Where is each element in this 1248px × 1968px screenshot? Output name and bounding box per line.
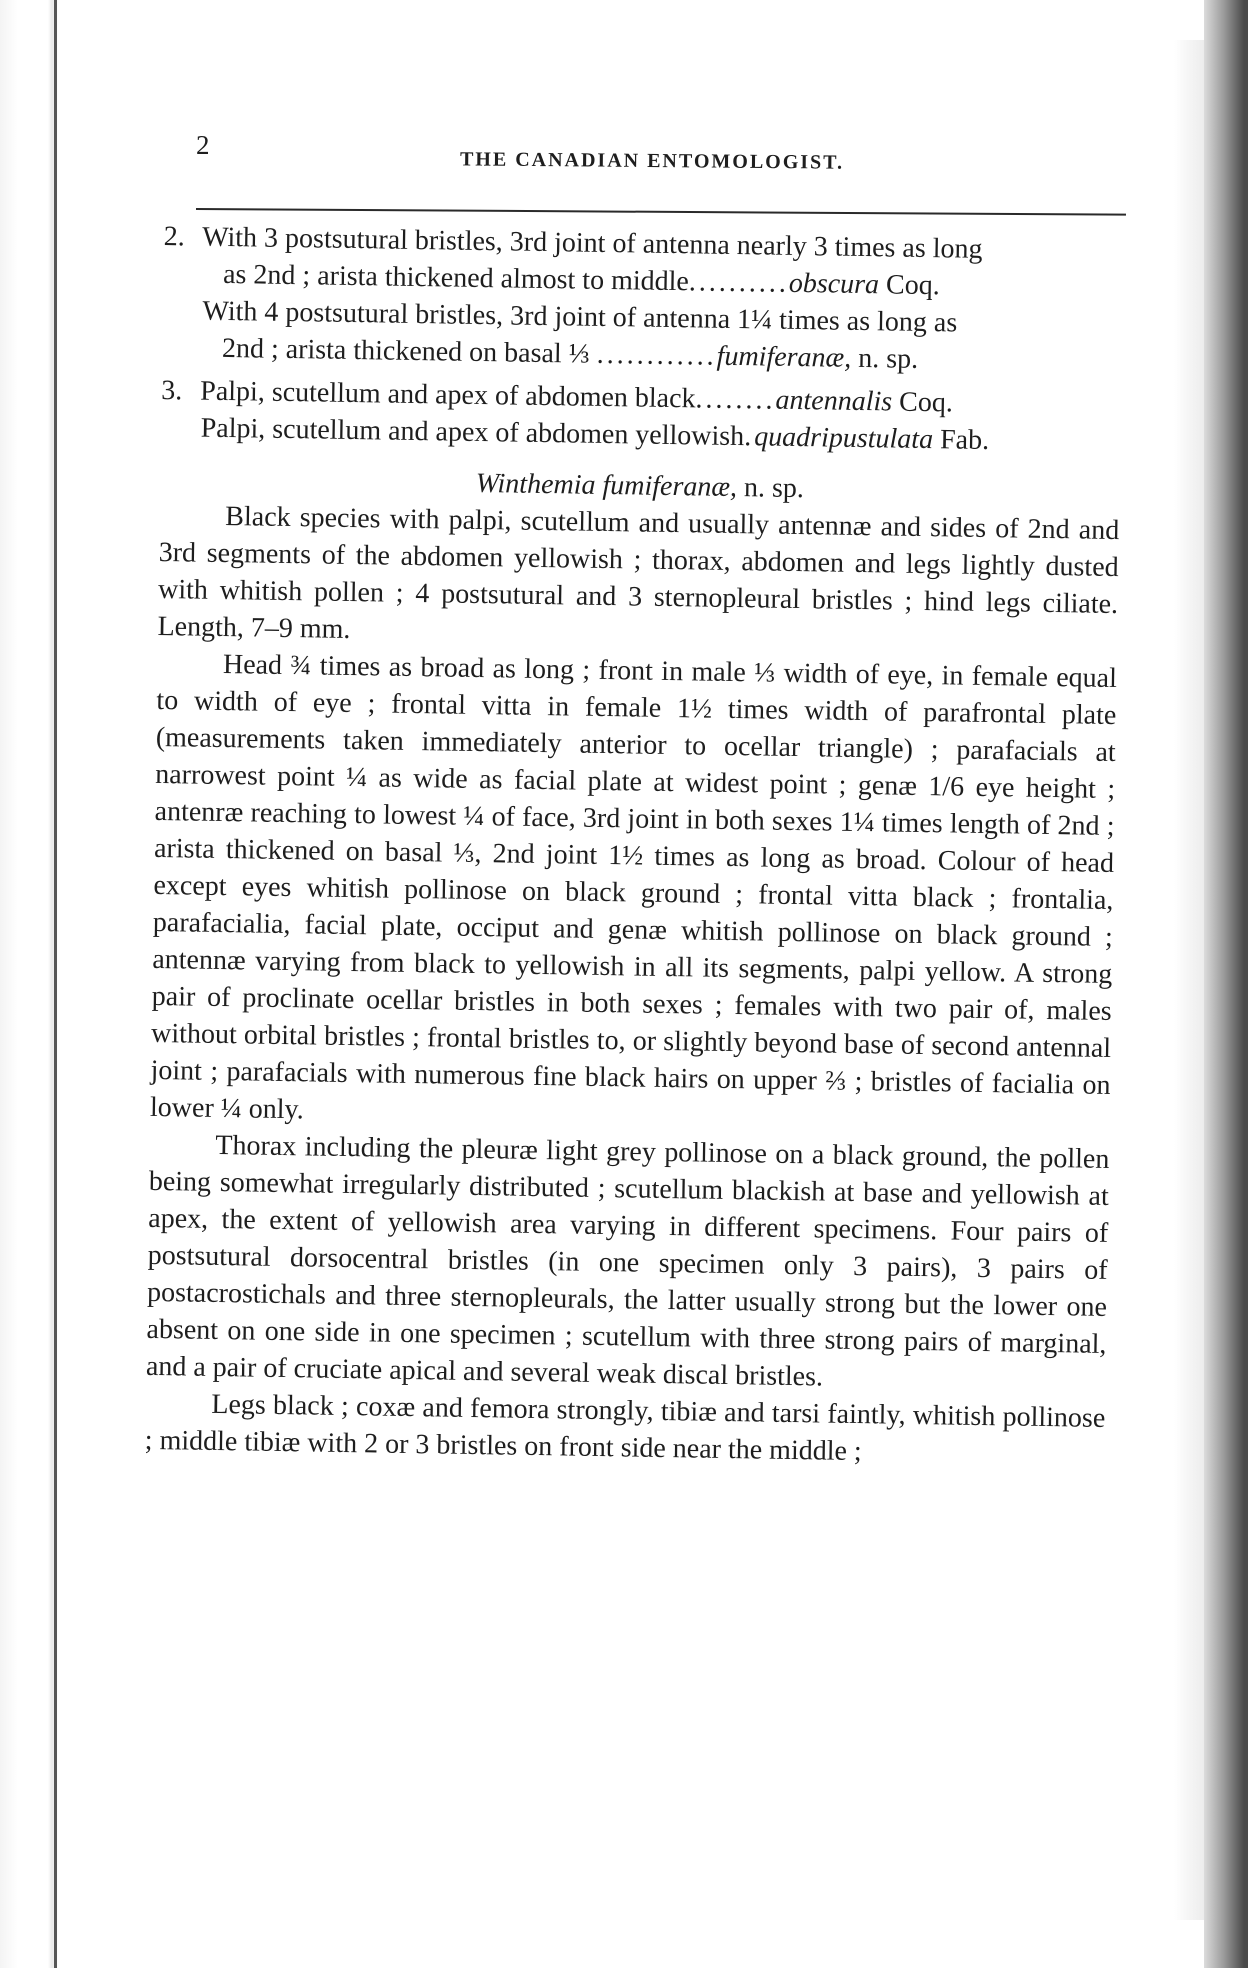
species-author: n. sp. <box>850 342 919 375</box>
header-rule <box>196 208 1126 216</box>
species-heading-name: Winthemia fumiferanæ, <box>475 467 738 504</box>
journal-title: THE CANADIAN ENTOMOLOGIST. <box>459 148 845 174</box>
legs-description-paragraph: Legs black ; coxæ and femora strongly, tibiæ and tarsi faintly, whitish pollinose ; middle tibiæ with 2 or 3 bristles on front side near the middle ; <box>144 1388 1106 1468</box>
page-body <box>145 218 1124 1474</box>
key-couplet-2 <box>162 218 1124 381</box>
binding-edge <box>0 0 62 1968</box>
species-name: obscura <box>788 267 880 301</box>
couplet-number: 2. <box>163 220 185 253</box>
key-lead-text: 2nd ; arista thickened on basal ⅓ <box>221 332 597 370</box>
running-head <box>150 110 1130 174</box>
key-lead-text: With 4 postsutural bristles, 3rd joint of antenna 1¼ times as long as <box>202 295 958 339</box>
page-number: 2 <box>196 130 210 160</box>
species-heading-suffix: n. sp. <box>736 472 805 505</box>
page-edge-shading <box>1174 40 1204 1920</box>
couplet-number: 3. <box>161 374 183 407</box>
species-author: Coq. <box>878 269 940 302</box>
leader-dots: ............ <box>596 338 717 372</box>
species-name: antennalis <box>775 384 893 418</box>
leader-dots: ........ <box>695 383 776 416</box>
key-couplet-3 <box>160 372 1121 461</box>
key-lead-text: With 3 postsutural bristles, 3rd joint of antenna nearly 3 times as long <box>201 221 983 265</box>
diagnosis-paragraph: Black species with palpi, scutellum and usually antennæ and sides of 2nd and 3rd segments of the abdomen yellowish ; thorax, abdomen and legs lightly dusted with whitish pollen ; 4 postsutural and 3 sternopleural bristles ; hind legs ciliate. Length, 7–9 mm. <box>157 501 1120 645</box>
page-shadow <box>1204 0 1248 1968</box>
book-page <box>144 110 1130 1870</box>
head-description-paragraph: Head ¾ times as broad as long ; front in male ⅓ width of eye, in female equal to width of eye ; frontal vitta in female 1½ times width of parafrontal plate (measurements taken immediately anterior to ocellar triangle) ; parafacials at narrowest point ¼ as wide as facial plate at widest point ; genæ 1/6 eye height ; antenræ reaching to lowest ¼ of face, 3rd joint in both sexes 1¼ times length of 2nd ; arista thickened on basal ⅓, 2nd joint 1½ times as long as broad. Colour of head except eyes whitish pollinose on black ground ; frontal vitta black ; frontalia, parafacialia, facial plate, occiput and genæ whitish pollinose on black ground ; antennæ varying from black to yellowish in all its segments, palpi yellow. A strong pair of proclinate ocellar bristles in both sexes ; females with two pair of, males without orbital bristles ; frontal bristles to, or slightly beyond base of second antennal joint ; parafacials with numerous fine black hairs on upper ⅔ ; bristles of facialia on lower ¼ only. <box>149 648 1118 1126</box>
key-lead-text: Palpi, scutellum and apex of abdomen yellowish <box>200 412 745 453</box>
key-lead-text: as 2nd ; arista thickened almost to middle <box>222 258 690 298</box>
species-author: Fab. <box>932 424 990 456</box>
thorax-description-paragraph: Thorax including the pleuræ light grey pollinose on a black ground, the pollen being somewhat irregularly distributed ; scutellum blackish at base and yellowish at apex, the extent of yellowish area varying in different specimens. Four pairs of postsutural dorsocentral bristles (in one specimen only 3 pairs), 3 pairs of postacrostichals and three sternopleurals, the latter usually strong but the lower one absent on one side in one specimen ; scutellum with three strong pairs of marginal, and a pair of cruciate apical and several weak discal bristles. <box>145 1129 1110 1393</box>
species-name: fumiferanæ, <box>716 340 852 374</box>
species-author: Coq. <box>891 386 954 419</box>
leader-dots: .......... <box>688 266 790 299</box>
binding-line <box>54 0 57 1968</box>
key-lead-text: Palpi, scutellum and apex of abdomen black <box>200 375 696 415</box>
species-name: quadripustulata <box>753 421 934 456</box>
leader-dots: . <box>743 421 755 453</box>
